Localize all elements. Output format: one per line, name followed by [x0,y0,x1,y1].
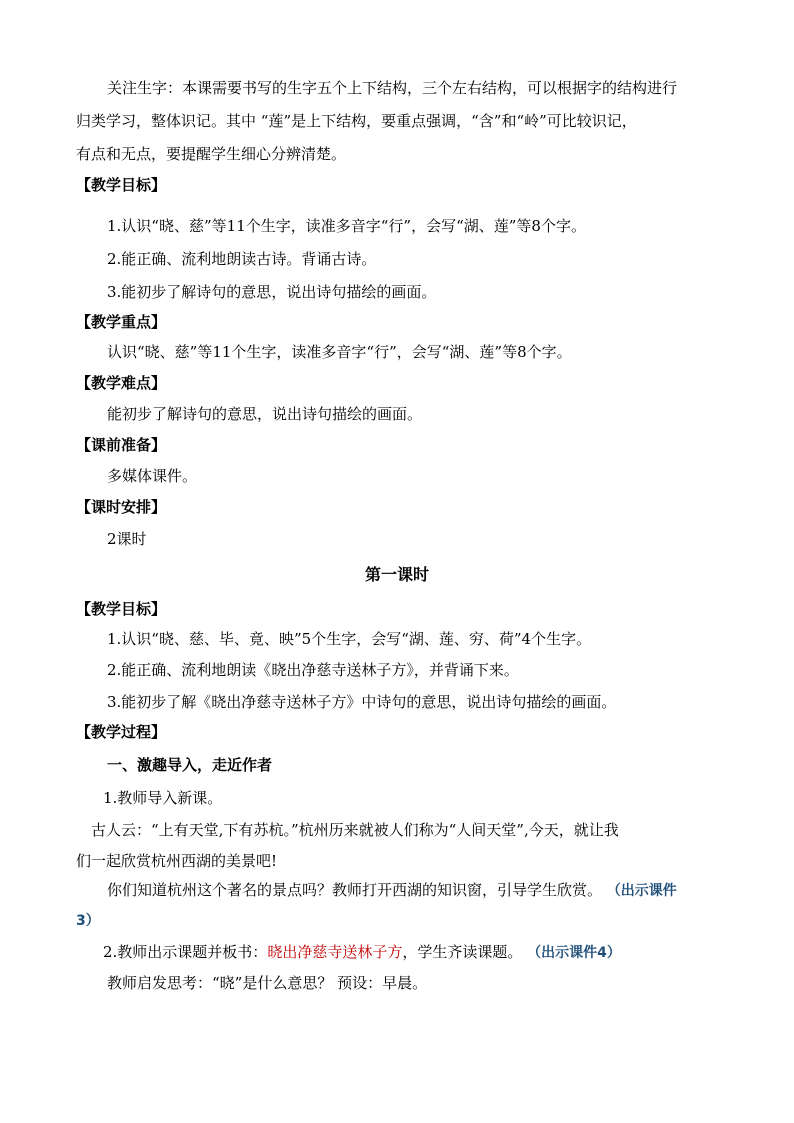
question-text: 你们知道杭州这个著名的景点吗？教师打开西湖的知识窗，引导学生欣赏。 [107,881,603,899]
lesson-goals-heading: 【教学目标】 [76,600,167,618]
unit-time-text: 2课时 [107,530,147,548]
step-2-prefix: 2.教师出示课题并板书： [103,943,268,961]
lesson-goal-3: 3.能初步了解《晓出净慈寺送林子方》中诗句的意思，说出诗句描绘的画面。 [107,693,617,711]
unit-goal-1: 1.认识“晓、慈”等11个生字，读准多音字“行”，会写“湖、莲”等8个字。 [107,217,586,235]
lesson-goal-1: 1.认识“晓、慈、毕、竟、映”5个生字，会写“湖、莲、穷、荷”4个生字。 [107,630,592,648]
unit-difficult-text: 能初步了解诗句的意思，说出诗句描绘的画面。 [107,405,423,423]
lesson-title: 第一课时 [364,565,429,584]
intro-paragraph-line-2: 归类学习，整体识记。其中 “莲”是上下结构，要重点强调，“含”和“岭”可比较识记， [76,112,637,130]
step-2-suffix: ，学生齐读课题。 [402,943,523,961]
question-line [107,880,677,900]
section-heading-1: 一、激趣导入，走近作者 [107,756,273,774]
think-line: 教师启发思考：“晓”是什么意思？ 预设：早晨。 [107,974,428,992]
quote-line-2: 们一起欣赏杭州西湖的美景吧! [76,852,278,870]
unit-difficult-heading: 【教学难点】 [76,374,167,392]
courseware-note-3a: （出示课件 [606,883,677,899]
intro-paragraph-line-1: 关注生字：本课需要书写的生字五个上下结构，三个左右结构，可以根据字的结构进行 [107,79,678,97]
unit-time-heading: 【课时安排】 [76,498,167,516]
lesson-goal-2: 2.能正确、流利地朗读《晓出净慈寺送林子方》，并背诵下来。 [107,661,519,679]
unit-prep-heading: 【课前准备】 [76,436,167,454]
unit-goal-2: 2.能正确、流利地朗读古诗。背诵古诗。 [107,250,377,268]
unit-key-heading: 【教学重点】 [76,313,167,331]
step-2-title-highlight: 晓出净慈寺送林子方 [267,943,403,961]
step-1-text: 1.教师导入新课。 [103,789,223,807]
step-2-line [103,942,621,962]
intro-paragraph-line-3: 有点和无点，要提醒学生细心分辨清楚。 [76,145,347,163]
courseware-note-3b: 3） [76,913,100,929]
unit-goals-heading: 【教学目标】 [76,176,167,194]
unit-prep-text: 多媒体课件。 [107,467,198,485]
courseware-note-4: （出示课件4） [527,945,621,961]
unit-key-text: 认识“晓、慈”等11个生字，读准多音字“行”，会写“湖、莲”等8个字。 [107,343,572,361]
quote-line-1: 古人云：“上有天堂,下有苏杭。”杭州历来就被人们称为“人间天堂”,今天，就让我 [91,821,619,839]
lesson-process-heading: 【教学过程】 [76,723,167,741]
unit-goal-3: 3.能初步了解诗句的意思，说出诗句描绘的画面。 [107,283,437,301]
